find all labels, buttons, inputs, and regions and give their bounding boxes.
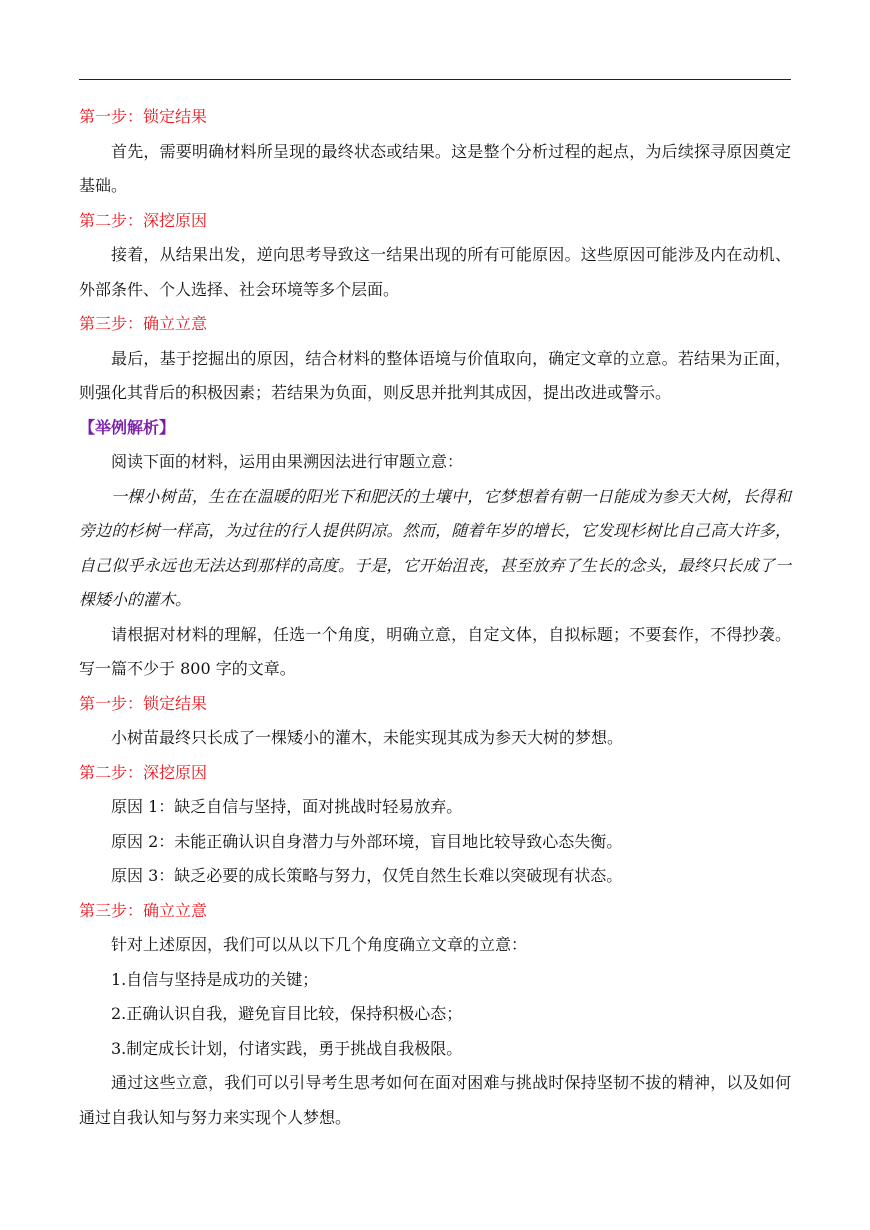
ex-step1-text: 小树苗最终只长成了一棵矮小的灌木，未能实现其成为参天大树的梦想。 xyxy=(111,728,624,747)
step1-paragraph: 首先，需要明确材料所呈现的最终状态或结果。这是整个分析过程的起点，为后续探寻原因奠定基础。 xyxy=(79,141,791,195)
step2-heading: 第二步：深挖原因 xyxy=(79,210,208,230)
task-paragraph: 请根据对材料的理解，任选一个角度，明确立意，自定文体，自拟标题；不要套作，不得抄袭。写一篇不少于 800 字的文章。 xyxy=(79,624,791,678)
step3-heading: 第三步：确立立意 xyxy=(79,314,208,333)
step3-paragraph: 最后，基于挖掘出的原因，结合材料的整体语境与价值取向，确定文章的立意。若结果为正面，则强化其背后的积极因素；若结果为负面，则反思并批判其成因，提出改进或警示。 xyxy=(79,348,791,402)
ex-step1-heading: 第一步：锁定结果 xyxy=(79,693,208,713)
step1-heading: 第一步：锁定结果 xyxy=(79,107,208,126)
ex-step3-heading: 第三步：确立立意 xyxy=(79,900,208,920)
example-intro: 阅读下面的材料，运用由果溯因法进行审题立意： xyxy=(111,452,464,471)
conclusion-paragraph: 通过这些立意，我们可以引导考生思考如何在面对困难与挑战时保持坚韧不拔的精神，以及如何通过自我认知与努力来实现个人梦想。 xyxy=(79,1073,791,1127)
reason-item: 原因 3：缺乏必要的成长策略与努力，仅凭自然生长难以突破现有状态。 xyxy=(111,866,623,885)
reason-item: 原因 2：未能正确认识自身潜力与外部环境，盲目地比较导致心态失衡。 xyxy=(111,831,623,851)
ex-step2-heading: 第二步：深挖原因 xyxy=(79,762,208,782)
theme-item: 1.自信与坚持是成功的关键； xyxy=(111,969,319,989)
document-body xyxy=(79,100,791,1135)
step2-paragraph: 接着，从结果出发，逆向思考导致这一结果出现的所有可能原因。这些原因可能涉及内在动机、外部条件、个人选择、社会环境等多个层面。 xyxy=(79,245,791,299)
header-rule xyxy=(79,79,791,80)
material-paragraph: 一棵小树苗，生在在温暖的阳光下和肥沃的土壤中，它梦想着有朝一日能成为参天大树，长得和旁边的杉树一样高，为过往的行人提供阴凉。然而，随着年岁的增长，它发现杉树比自己高大许多，自己似乎永远也无法达到那样的高度。于是，它开始沮丧，甚至放弃了生长的念头，最终只长成了一棵矮小的灌木。 xyxy=(79,486,791,609)
theme-item: 3.制定成长计划，付诸实践，勇于挑战自我极限。 xyxy=(111,1038,463,1058)
theme-item: 2.正确认识自我，避免盲目比较，保持积极心态； xyxy=(111,1004,463,1023)
ex-step3-intro: 针对上述原因，我们可以从以下几个角度确立文章的立意： xyxy=(111,935,528,954)
example-heading: 【举例解析】 xyxy=(79,417,176,437)
reason-item: 原因 1：缺乏自信与坚持，面对挑战时轻易放弃。 xyxy=(111,797,463,816)
